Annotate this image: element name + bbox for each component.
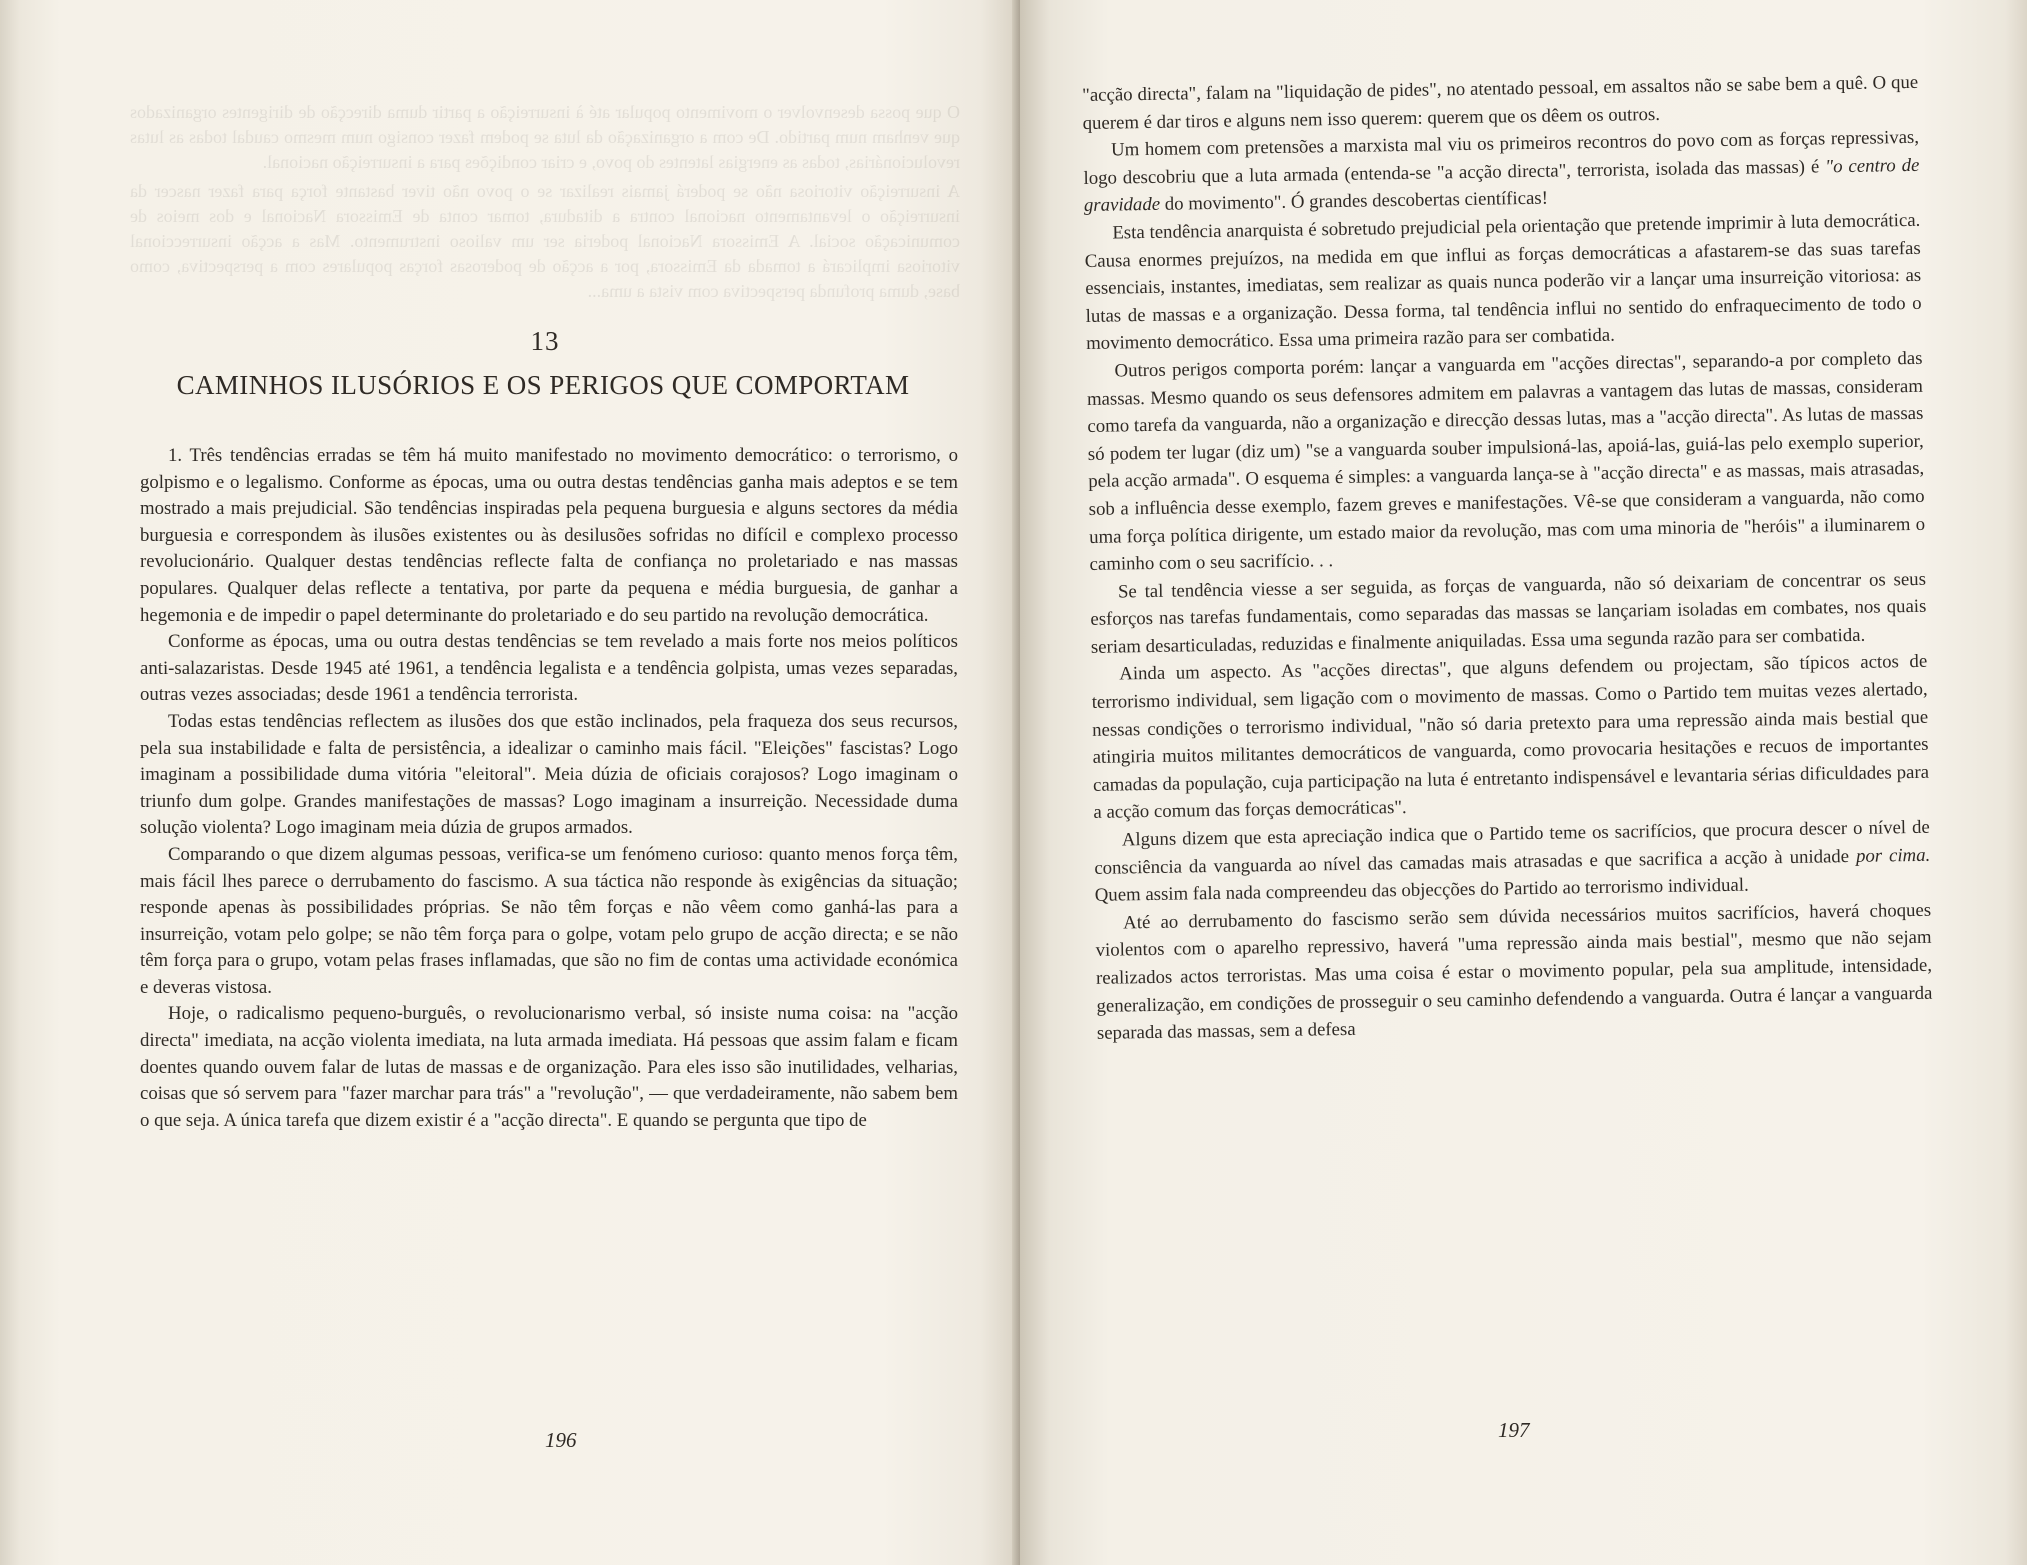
show-through-text: O que possa desenvolver o movimento popular até à insurreição a partir duma direcção de dirigentes organizados que venham num partido. De com a organização da luta se podem fazer consigo num mesmo caudal todas as lutas revolucionárias, todas as energias latentes do povo, e criar condições para a insurreição nacional. A insurreição vitoriosa não se poderá jamais realizar se o povo não tiver bastante força para fazer nascer da insurreição o levantamento nacional contra a ditadura, tomar conta de Emissora Nacional e dos meios de comunicação social. A Emissora Nacional poderia ser um valioso instrumento. Mas a acção insurreccional vitoriosa implicará a tomada da Emissora, por a acção de poderosas forças populares com a perspectiva, como base, duma profunda perspectiva com vista a uma... bbox=[130, 102, 960, 301]
paragraph: "acção directa", falam na "liquidação de pides", no atentado pessoal, em assaltos não se sabe bem a quê. O que querem é dar tiros e alguns nem isso querem: querem que os dêem os outros. bbox=[1082, 71, 1919, 134]
paragraph: Outros perigos comporta porém: lançar a vanguarda em "acções directas", separando-a por completo das massas. Mesmo quando os seus defensores admitem em palavras a vantagem das lutas de massas, consideram como tarefa da vanguarda, não a organização e direcção dessas lutas, mas a "acção directa". As lutas de massas só podem ter lugar (diz um) "se a vanguarda souber impulsioná-las, apoiá-las, guiá-las pelo exemplo superior, pela acção armada". O esquema é simples: a vanguarda lança-se à "acção directa" e as massas, mais atrasadas, sob a influência desse exemplo, fazem greves e manifestações. Vê-se que consideram a vanguarda, não como uma força política dirigente, um estado maior da revolução, mas com uma minoria de "heróis" a iluminarem o caminho com o seu sacrifício. . . bbox=[1086, 347, 1926, 576]
paragraph: Se tal tendência viesse a ser seguida, as forças de vanguarda, não só deixariam de concentrar os seus esforços nas tarefas fundamentais, como separadas das massas se lançariam isoladas em combates, nos quais seriam desarticuladas, reduzidas e finalmente aniquiladas. Essa uma segunda razão para ser combatida. bbox=[1090, 568, 1927, 658]
paragraph bbox=[1094, 814, 1931, 910]
left-body-text bbox=[140, 443, 958, 1134]
paragraph: Conforme as épocas, uma ou outra destas tendências se tem revelado a mais forte nos meios políticos anti-salazaristas. Desde 1945 até 1961, a tendência legalista e a tendência golpista, umas vezes separadas, outras vezes associadas; desde 1961 a tendência terrorista. bbox=[140, 631, 958, 706]
paragraph-text: Quem assim fala nada compreendeu das objecções do Partido ao terrorismo individual. bbox=[1094, 874, 1749, 907]
chapter-title: CAMINHOS ILUSÓRIOS E OS PERIGOS QUE COMPORTAM bbox=[176, 370, 910, 400]
paragraph-text: Alguns dizem que esta apreciação indica que o Partido teme os sacrifícios, que procura descer o nível de consciência da vanguarda ao nível das camadas mais atrasadas e que sacrifica a acção à unidade bbox=[1094, 816, 1930, 879]
quoted-phrase: "o centro de gravidade bbox=[1083, 154, 1920, 217]
paragraph: Todas estas tendências reflectem as ilusões dos que estão inclinados, pela fraqueza dos seus recursos, pela sua instabilidade e falta de persistência, a idealizar o caminho mais fácil. "Eleições" fascistas? Logo imaginam a possibilidade duma vitória "eleitoral". Meia dúzia de oficiais corajosos? Logo imaginam o triunfo dum golpe. Grandes manifestações de massas? Logo imaginam a insurreição. Necessidade duma solução violenta? Logo imaginam meia dúzia de grupos armados. bbox=[140, 710, 958, 839]
paragraph: Hoje, o radicalismo pequeno-burguês, o revolucionarismo verbal, só insiste numa coisa: na "acção directa" imediata, na acção violenta imediata, na luta armada imediata. Há pessoas que assim falam e ficam doentes quando ouvem falar de lutas de massas e de organização. Para eles isso são inutilidades, velharias, coisas que só servem para "fazer marchar para trás" a "revolução", — que verdadeiramente, não sabem bem o que seja. A única tarefa que dizem existir é a "acção directa". E quando se pergunta que tipo de bbox=[140, 1003, 958, 1131]
italic-phrase: por cima. bbox=[1855, 844, 1931, 867]
page-number: 197 bbox=[1498, 1418, 1530, 1442]
paragraph: Ainda um aspecto. As "acções directas", que alguns defendem ou projectam, são típicos actos de terrorismo individual, sem ligação com o movimento de massas. Como o Partido tem muitas vezes alertado, nessas condições o terrorismo individual, "não só daria pretexto para uma repressão ainda mais bestial que atingiria muitos militantes democráticos de vanguarda, como provocaria hesitações e recuos de importantes camadas da população, cuja participação na luta é entretanto indispensável e levantaria sérias dificuldades para a acção comum das forças democráticas". bbox=[1091, 651, 1930, 824]
page-number: 196 bbox=[545, 1428, 577, 1452]
paragraph: Esta tendência anarquista é sobretudo prejudicial pela orientação que pretende imprimir à luta democrática. Causa enormes prejuízos, na medida em que influi as forças democráticas a afastarem-se das suas tarefas essenciais, instantes, imediatas, sem realizar as quais nunca poderão vir a lançar uma insurreição vitoriosa: as lutas de massas e a organização. Dessa forma, tal tendência influi no sentido do enfraquecimento de todo o movimento democrático. Essa uma primeira razão para ser combatida. bbox=[1084, 209, 1922, 355]
paragraph bbox=[1083, 124, 1920, 220]
paragraph: Comparando o que dizem algumas pessoas, verifica-se um fenómeno curioso: quanto menos força têm, mais fácil lhes parece o derrubamento do fascismo. A sua táctica não responde às exigências da situação; responde apenas às possibilidades próprias. Se não têm forças e não vêem como ganhá-las para a insurreição, votam pelo golpe; se não têm força para o golpe, votam pelo grupo de acção directa; e se não têm força para o grupo, votam pelas frases inflamadas, que são no fim de contas uma actividade económica e deveras vistosa. bbox=[140, 843, 958, 998]
chapter-number: 13 bbox=[530, 326, 560, 356]
paragraph-text: Um homem com pretensões a marxista mal viu os primeiros recontros do povo com as forças repressivas, logo descobriu que a luta armada (entenda-se "a acção directa", terrorista, isolada das massas) é bbox=[1083, 127, 1920, 189]
right-body-text bbox=[1082, 69, 1933, 1048]
paragraph: 1. Três tendências erradas se têm há muito manifestado no movimento democrático: o terrorismo, o golpismo e o legalismo. Conforme as épocas, uma ou outra destas tendências ganha mais adeptos e se tem mostrado a mais prejudicial. São tendências inspiradas pela pequena burguesia e alguns sectores da média burguesia e correspondem às ilusões existentes ou às desilusões sofridas no difícil e complexo processo revolucionário. Qualquer destas tendências reflecte falta de confiança no proletariado e nas massas populares. Qualquer delas reflecte a tentativa, por parte da pequena e média burguesia, de ganhar a hegemonia e de impedir o papel determinante do proletariado e do seu partido na revolução democrática. bbox=[140, 445, 958, 626]
paragraph-text: do movimento". Ó grandes descobertas científicas! bbox=[1159, 188, 1549, 216]
paragraph: Até ao derrubamento do fascismo serão sem dúvida necessários muitos sacrifícios, haverá choques violentos com o aparelho repressivo, haverá "uma repressão ainda mais bestial", mesmo que não sejam realizados actos terroristas. Mas uma coisa é estar o movimento popular, pela sua amplitude, intensidade, generalização, em condições de prosseguir o seu caminho defendendo a vanguarda. Outra é lançar a vanguarda separada das massas, sem a defesa bbox=[1095, 899, 1933, 1045]
